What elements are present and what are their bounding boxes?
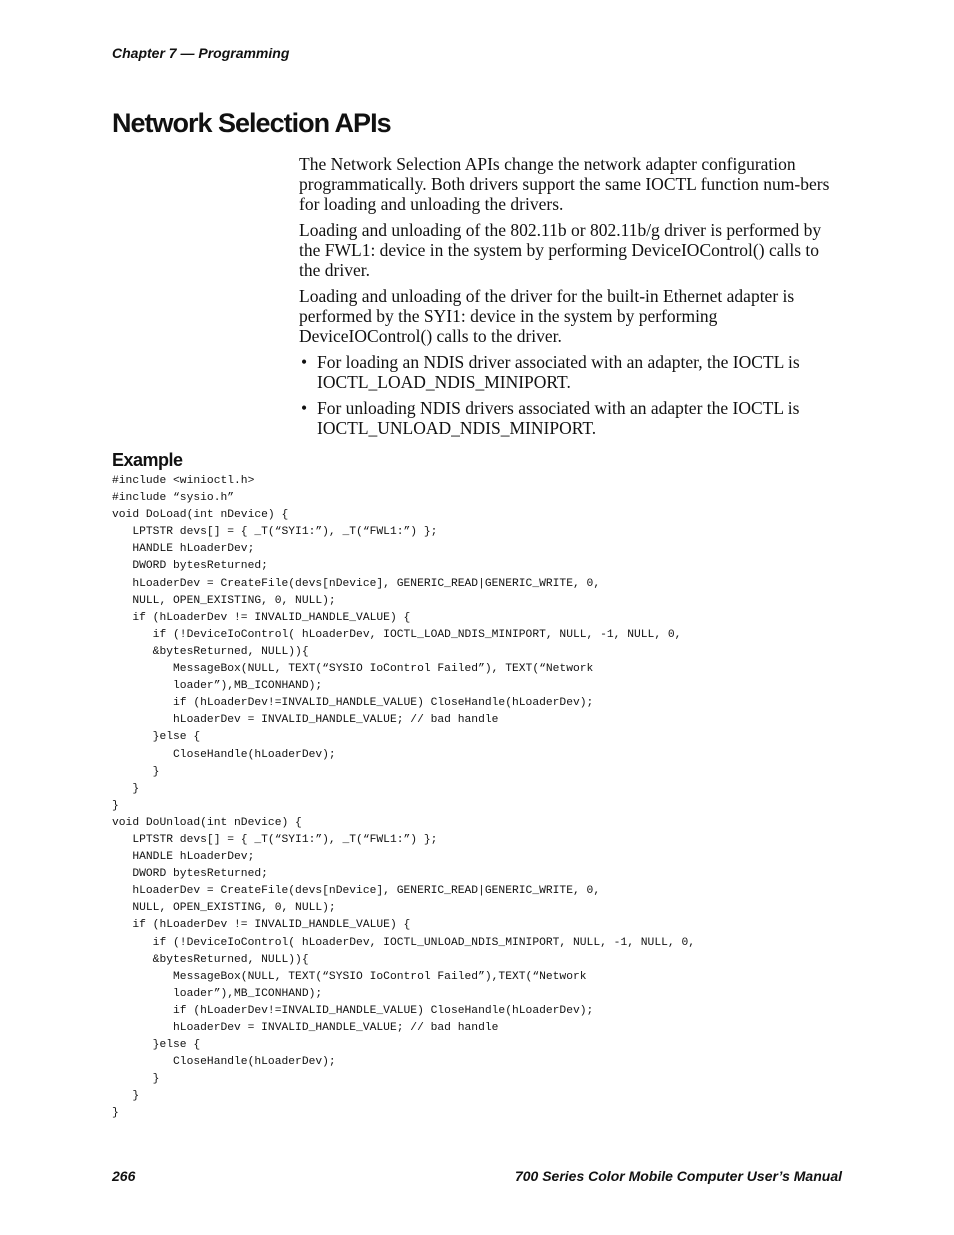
example-heading: Example [112, 450, 183, 470]
paragraph-ethernet-driver: Loading and unloading of the driver for the built-in Ethernet adapter is performed by the SYI1: device in the system by performing DeviceIOControl() calls to the driver. [299, 286, 795, 346]
code-listing: #include <winioctl.h> #include “sysio.h” void DoLoad(int nDevice) { LPTSTR devs[] = { _T(“SYI1:”), _T(“FWL1:”) }; HANDLE hLoaderDev; DWORD bytesReturned; hLoaderDev = CreateFile(devs[nDevice], GENERIC_READ|GENERIC_WRITE, 0, NULL, OPEN_EXISTING, 0, NULL); if (hLoaderDev != INVALID_HANDLE_VALUE) { if (!DeviceIoControl( hLoaderDev, IOCTL_LOAD_NDIS_MINIPORT, NULL, -1, NULL, 0, &bytesReturned, NULL)){ MessageBox(NULL, TEXT(“SYSIO IoControl Failed”), TEXT(“Network loader”),MB_ICONHAND); if (hLoaderDev!=INVALID_HANDLE_VALUE) CloseHandle(hLoaderDev); hLoaderDev = INVALID_HANDLE_VALUE; // bad handle }else { CloseHandle(hLoaderDev); } } } void DoUnload(int nDevice) { LPTSTR devs[] = { _T(“SYI1:”), _T(“FWL1:”) }; HANDLE hLoaderDev; DWORD bytesReturned; hLoaderDev = CreateFile(devs[nDevice], GENERIC_READ|GENERIC_WRITE, 0, NULL, OPEN_EXISTING, 0, NULL); if (hLoaderDev != INVALID_HANDLE_VALUE) { if (!DeviceIoControl( hLoaderDev, IOCTL_UNLOAD_NDIS_MINIPORT, NULL, -1, NULL, 0, &bytesReturned, NULL)){ MessageBox(NULL, TEXT(“SYSIO IoControl Failed”),TEXT(“Network loader”),MB_ICONHAND); if (hLoaderDev!=INVALID_HANDLE_VALUE) CloseHandle(hLoaderDev); hLoaderDev = INVALID_HANDLE_VALUE; // bad handle }else { CloseHandle(hLoaderDev); } } } [112, 475, 696, 1120]
bullet-text: For unloading NDIS drivers associated with an adapter the IOCTL is IOCTL_UNLOAD_NDIS_MINIPORT. [317, 398, 800, 438]
bullet-list [299, 352, 844, 438]
running-header: Chapter 7 — Programming [112, 45, 290, 61]
page-title: Network Selection APIs [112, 108, 391, 138]
page-number: 266 [112, 1168, 136, 1184]
paragraph-wireless-driver: Loading and unloading of the 802.11b or 802.11b/g driver is performed by the FWL1: device in the system by performing DeviceIOControl() calls to the driver. [299, 220, 822, 280]
list-item [299, 398, 844, 438]
list-item [299, 352, 844, 392]
paragraph-intro: The Network Selection APIs change the network adapter configuration programmatically. Both drivers support the same IOCTL function num-bers for loading and unloading the drivers. [299, 154, 830, 214]
body-text [299, 154, 844, 444]
manual-title: 700 Series Color Mobile Computer User’s Manual [514, 1168, 842, 1184]
bullet-glyph: • [301, 352, 308, 372]
bullet-glyph: • [301, 398, 308, 418]
bullet-text: For loading an NDIS driver associated with an adapter, the IOCTL is IOCTL_LOAD_NDIS_MINIPORT. [317, 352, 800, 392]
